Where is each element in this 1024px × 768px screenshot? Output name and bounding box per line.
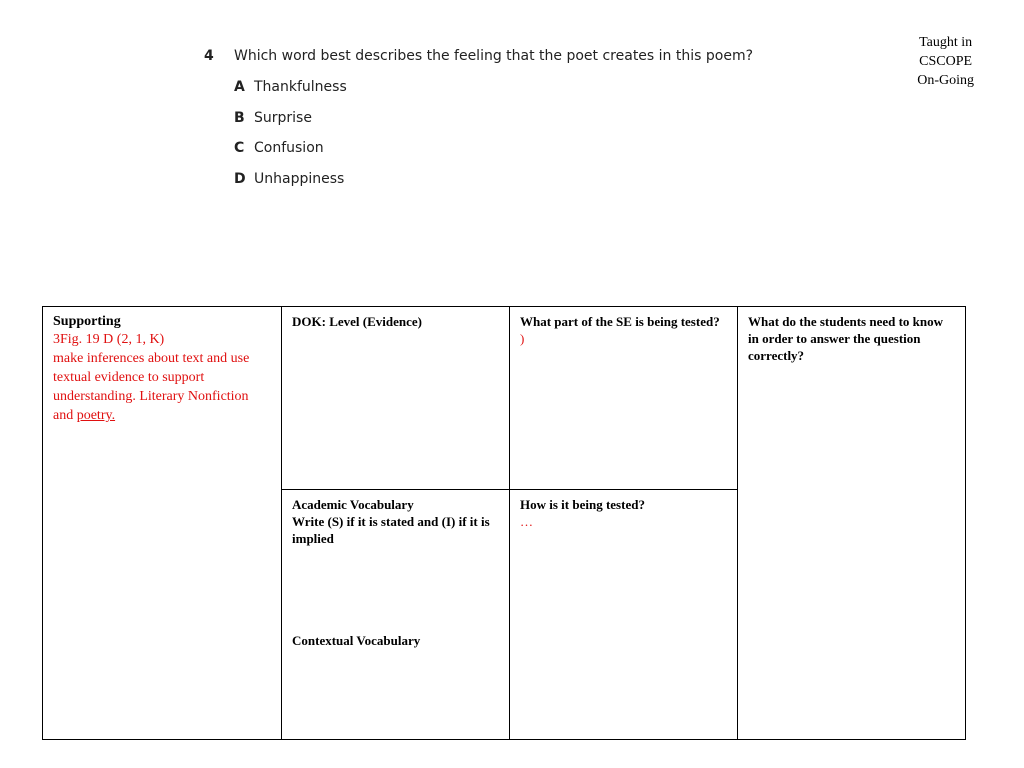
how-tested-cell <box>510 490 738 740</box>
academic-vocab-label: Academic Vocabulary <box>292 497 414 512</box>
option-letter: C <box>234 140 245 156</box>
contextual-vocab-label: Contextual Vocabulary <box>292 633 421 648</box>
students-need-cell <box>738 307 966 740</box>
supporting-standard-text <box>53 349 271 425</box>
taught-in-note <box>917 33 974 90</box>
option-text: Confusion <box>254 140 324 156</box>
standard-underlined-word: poetry. <box>76 408 116 423</box>
option-text: Unhappiness <box>254 170 345 187</box>
question-number: 4 <box>204 48 214 64</box>
standard-description: make inferences about text and use textual evidence to support understanding. Literary Nonfiction and <box>53 351 250 423</box>
answer-option-c <box>234 140 753 171</box>
dok-cell <box>282 307 510 490</box>
dok-label: DOK: Level (Evidence) <box>292 314 422 329</box>
se-part-answer: ) <box>520 331 525 346</box>
option-text: Surprise <box>254 109 312 126</box>
how-tested-answer: … <box>520 514 533 529</box>
taught-line-3: On-Going <box>917 73 974 88</box>
vocabulary-cell <box>282 490 510 740</box>
supporting-heading: Supporting <box>53 314 121 329</box>
answer-options <box>234 79 753 201</box>
answer-option-d <box>234 171 753 202</box>
answer-option-a <box>234 79 753 110</box>
taught-line-2: CSCOPE <box>919 54 973 69</box>
option-letter: D <box>234 170 246 187</box>
supporting-standard-code: 3Fig. 19 D (2, 1, K) <box>53 332 165 347</box>
analysis-table <box>42 306 966 740</box>
academic-vocab-instruction: Write (S) if it is stated and (I) if it is implied <box>292 514 490 546</box>
se-part-cell <box>510 307 738 490</box>
students-need-label: What do the students need to know in order to answer the question correctly? <box>748 314 944 363</box>
answer-option-b <box>234 110 753 141</box>
se-part-label: What part of the SE is being tested? <box>520 314 720 329</box>
taught-line-1: Taught in <box>919 35 973 50</box>
question-text: Which word best describes the feeling that the poet creates in this poem? <box>234 48 754 64</box>
supporting-cell <box>43 307 282 740</box>
option-text: Thankfulness <box>254 79 347 95</box>
question-stem <box>204 48 753 64</box>
question-block <box>204 48 753 201</box>
option-letter: B <box>234 109 245 126</box>
how-tested-label: How is it being tested? <box>520 497 645 512</box>
option-letter: A <box>234 79 245 95</box>
